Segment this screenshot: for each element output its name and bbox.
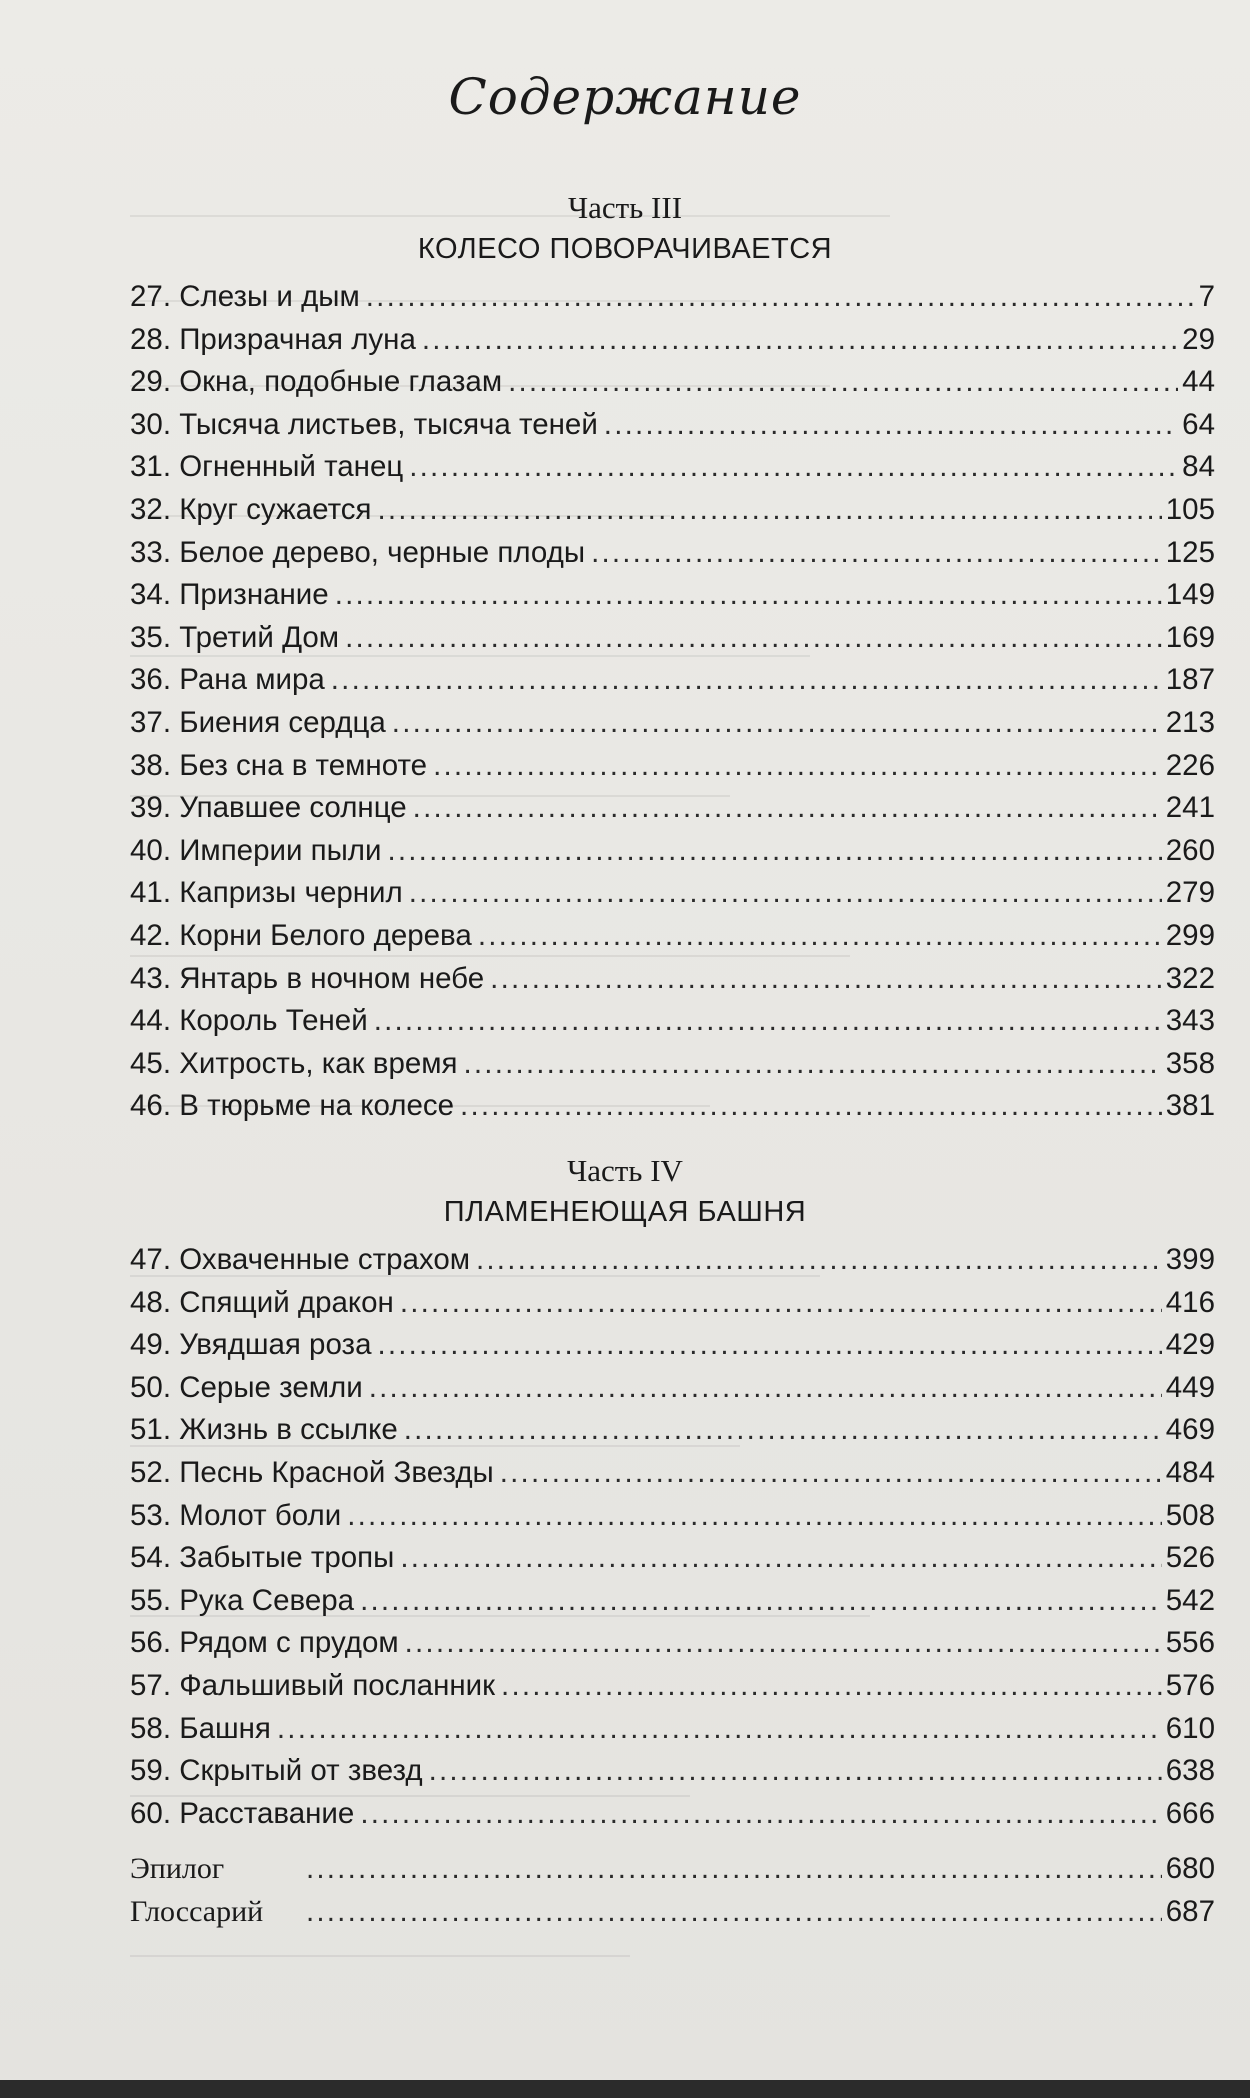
chapter-title: 44. Король Теней	[130, 1004, 368, 1038]
toc-row	[130, 1584, 1215, 1627]
dot-leader	[306, 1852, 1162, 1886]
chapter-page-number: 556	[1165, 1626, 1215, 1660]
dot-leader	[400, 1286, 1162, 1320]
chapter-title: 58. Башня	[130, 1711, 271, 1745]
dot-leader	[306, 1895, 1162, 1929]
toc-row	[130, 1286, 1215, 1329]
toc-row-glossary	[130, 1895, 1215, 1938]
page-title: Содержание	[448, 68, 802, 126]
dot-leader	[478, 919, 1162, 953]
dot-leader	[277, 1712, 1162, 1746]
part-4-chapter-list	[130, 1243, 1215, 1839]
chapter-title: 41. Капризы чернил	[130, 876, 403, 910]
toc-row	[130, 1499, 1215, 1542]
chapter-page-number: 299	[1165, 918, 1215, 952]
toc-row	[130, 876, 1215, 919]
toc-row	[130, 1413, 1215, 1456]
chapter-page-number: 610	[1165, 1711, 1215, 1745]
dot-leader	[360, 1797, 1161, 1831]
glossary-title: Глоссарий	[130, 1894, 264, 1928]
dot-leader	[374, 1004, 1162, 1038]
chapter-title: 27. Слезы и дым	[130, 280, 360, 313]
dot-leader	[460, 1089, 1162, 1123]
toc-row	[130, 1456, 1215, 1499]
part-3-chapter-list	[130, 280, 1215, 1132]
epilogue-title: Эпилог	[130, 1852, 225, 1885]
glossary-page-number: 687	[1165, 1894, 1215, 1928]
chapter-page-number: 125	[1165, 535, 1215, 569]
toc-row	[130, 749, 1215, 792]
part-3-name: КОЛЕСО ПОВОРАЧИВАЕТСЯ	[417, 233, 833, 265]
chapter-page-number: 381	[1165, 1089, 1215, 1123]
chapter-page-number: 526	[1165, 1541, 1215, 1575]
chapter-page-number: 638	[1165, 1754, 1215, 1788]
dot-leader	[392, 706, 1162, 740]
toc-row	[130, 919, 1215, 962]
toc-row	[130, 1004, 1215, 1047]
toc-row	[130, 1797, 1215, 1840]
chapter-page-number: 169	[1165, 620, 1215, 654]
chapter-title: 30. Тысяча листьев, тысяча теней	[130, 407, 598, 441]
chapter-title: 35. Третий Дом	[130, 620, 340, 654]
toc-row	[130, 536, 1215, 579]
dot-leader	[377, 493, 1161, 527]
toc-row	[130, 1541, 1215, 1584]
chapter-title: 37. Биения сердца	[130, 705, 386, 739]
chapter-title: 40. Империи пыли	[130, 833, 382, 867]
dot-leader	[404, 1413, 1162, 1447]
chapter-title: 51. Жизнь в ссылке	[130, 1413, 398, 1447]
toc-row	[130, 408, 1215, 451]
dot-leader	[331, 663, 1162, 697]
part-3-label: Часть III	[567, 190, 683, 225]
page-bottom-edge	[0, 2080, 1250, 2098]
dot-leader	[388, 834, 1162, 868]
dot-leader	[501, 1669, 1162, 1703]
dot-leader	[429, 1754, 1162, 1788]
chapter-title: 56. Рядом с прудом	[130, 1626, 399, 1660]
chapter-title: 28. Призрачная луна	[130, 322, 416, 356]
toc-row	[130, 323, 1215, 366]
chapter-page-number: 322	[1165, 961, 1215, 995]
dot-leader	[464, 1047, 1162, 1081]
toc-row	[130, 791, 1215, 834]
toc-row	[130, 663, 1215, 706]
chapter-title: 34. Признание	[130, 578, 329, 612]
chapter-title: 50. Серые земли	[130, 1370, 363, 1404]
toc-row	[130, 450, 1215, 493]
dot-leader	[433, 749, 1162, 783]
dot-leader	[490, 962, 1162, 996]
chapter-title: 45. Хитрость, как время	[130, 1046, 458, 1080]
chapter-page-number: 576	[1165, 1668, 1215, 1702]
chapter-page-number: 666	[1165, 1796, 1215, 1830]
chapter-page-number: 358	[1165, 1046, 1215, 1080]
dot-leader	[360, 1584, 1162, 1618]
chapter-page-number: 241	[1165, 791, 1215, 825]
dot-leader	[405, 1626, 1162, 1660]
chapter-title: 43. Янтарь в ночном небе	[130, 961, 485, 995]
toc-row	[130, 1754, 1215, 1797]
chapter-page-number: 44	[1182, 365, 1215, 399]
chapter-page-number: 449	[1165, 1370, 1215, 1404]
toc-row	[130, 706, 1215, 749]
chapter-title: 47. Охваченные страхом	[130, 1243, 471, 1276]
chapter-title: 60. Расставание	[130, 1796, 355, 1830]
toc-row	[130, 621, 1215, 664]
chapter-title: 49. Увядшая роза	[130, 1328, 372, 1362]
dot-leader	[500, 1456, 1162, 1490]
toc-row	[130, 1243, 1215, 1286]
toc-row	[130, 280, 1215, 323]
chapter-page-number: 484	[1165, 1455, 1215, 1489]
toc-row	[130, 1371, 1215, 1414]
chapter-title: 31. Огненный танец	[130, 450, 404, 484]
chapter-title: 36. Рана мира	[130, 663, 325, 697]
chapter-title: 32. Круг сужается	[130, 492, 372, 526]
chapter-page-number: 149	[1165, 578, 1215, 612]
toc-row	[130, 1328, 1215, 1371]
toc-row	[130, 578, 1215, 621]
toc-row	[130, 1626, 1215, 1669]
chapter-title: 53. Молот боли	[130, 1498, 342, 1532]
chapter-page-number: 226	[1165, 748, 1215, 782]
chapter-title: 55. Рука Севера	[130, 1583, 355, 1617]
dot-leader	[409, 450, 1178, 484]
chapter-page-number: 399	[1165, 1243, 1215, 1276]
chapter-page-number: 429	[1165, 1328, 1215, 1362]
chapter-page-number: 187	[1165, 663, 1215, 697]
dot-leader	[345, 621, 1162, 655]
chapter-title: 29. Окна, подобные глазам	[130, 365, 503, 399]
chapter-title: 46. В тюрьме на колесе	[130, 1089, 455, 1123]
chapter-title: 48. Спящий дракон	[130, 1285, 394, 1319]
dot-leader	[335, 578, 1162, 612]
dot-leader	[377, 1328, 1161, 1362]
dot-leader	[422, 323, 1178, 357]
toc-row	[130, 493, 1215, 536]
toc-row	[130, 962, 1215, 1005]
chapter-page-number: 29	[1182, 322, 1215, 356]
dot-leader	[591, 536, 1162, 570]
part-4-name: ПЛАМЕНЕЮЩАЯ БАШНЯ	[443, 1196, 807, 1228]
chapter-title: 52. Песнь Красной Звезды	[130, 1455, 494, 1489]
chapter-title: 42. Корни Белого дерева	[130, 918, 472, 952]
toc-row	[130, 834, 1215, 877]
dot-leader	[409, 876, 1162, 910]
dot-leader	[366, 280, 1195, 314]
chapter-page-number: 279	[1165, 876, 1215, 910]
dot-leader	[476, 1243, 1162, 1277]
dot-leader	[347, 1499, 1162, 1533]
chapter-title: 59. Скрытый от звезд	[130, 1754, 423, 1788]
dot-leader	[369, 1371, 1162, 1405]
chapter-title: 57. Фальшивый посланник	[130, 1668, 496, 1702]
chapter-page-number: 260	[1165, 833, 1215, 867]
chapter-title: 54. Забытые тропы	[130, 1541, 395, 1575]
chapter-page-number: 416	[1165, 1285, 1215, 1319]
chapter-page-number: 84	[1182, 450, 1215, 484]
toc-row-epilogue	[130, 1852, 1215, 1895]
chapter-page-number: 7	[1198, 280, 1215, 313]
dot-leader	[400, 1541, 1161, 1575]
toc-row	[130, 1089, 1215, 1132]
chapter-page-number: 469	[1165, 1413, 1215, 1447]
back-matter-list	[130, 1852, 1215, 1937]
chapter-page-number: 64	[1182, 407, 1215, 441]
toc-row	[130, 365, 1215, 408]
part-4-label: Часть IV	[567, 1153, 683, 1188]
dot-leader	[508, 365, 1178, 399]
toc-row	[130, 1669, 1215, 1712]
chapter-page-number: 105	[1165, 492, 1215, 526]
chapter-title: 39. Упавшее солнце	[130, 791, 407, 825]
toc-row	[130, 1712, 1215, 1755]
toc-row	[130, 1047, 1215, 1090]
chapter-page-number: 213	[1165, 705, 1215, 739]
dot-leader	[413, 791, 1162, 825]
chapter-title: 33. Белое дерево, черные плоды	[130, 535, 586, 569]
chapter-page-number: 343	[1165, 1004, 1215, 1038]
dot-leader	[604, 408, 1178, 442]
epilogue-page-number: 680	[1165, 1852, 1215, 1885]
chapter-page-number: 508	[1165, 1498, 1215, 1532]
chapter-page-number: 542	[1165, 1583, 1215, 1617]
chapter-title: 38. Без сна в темноте	[130, 748, 428, 782]
